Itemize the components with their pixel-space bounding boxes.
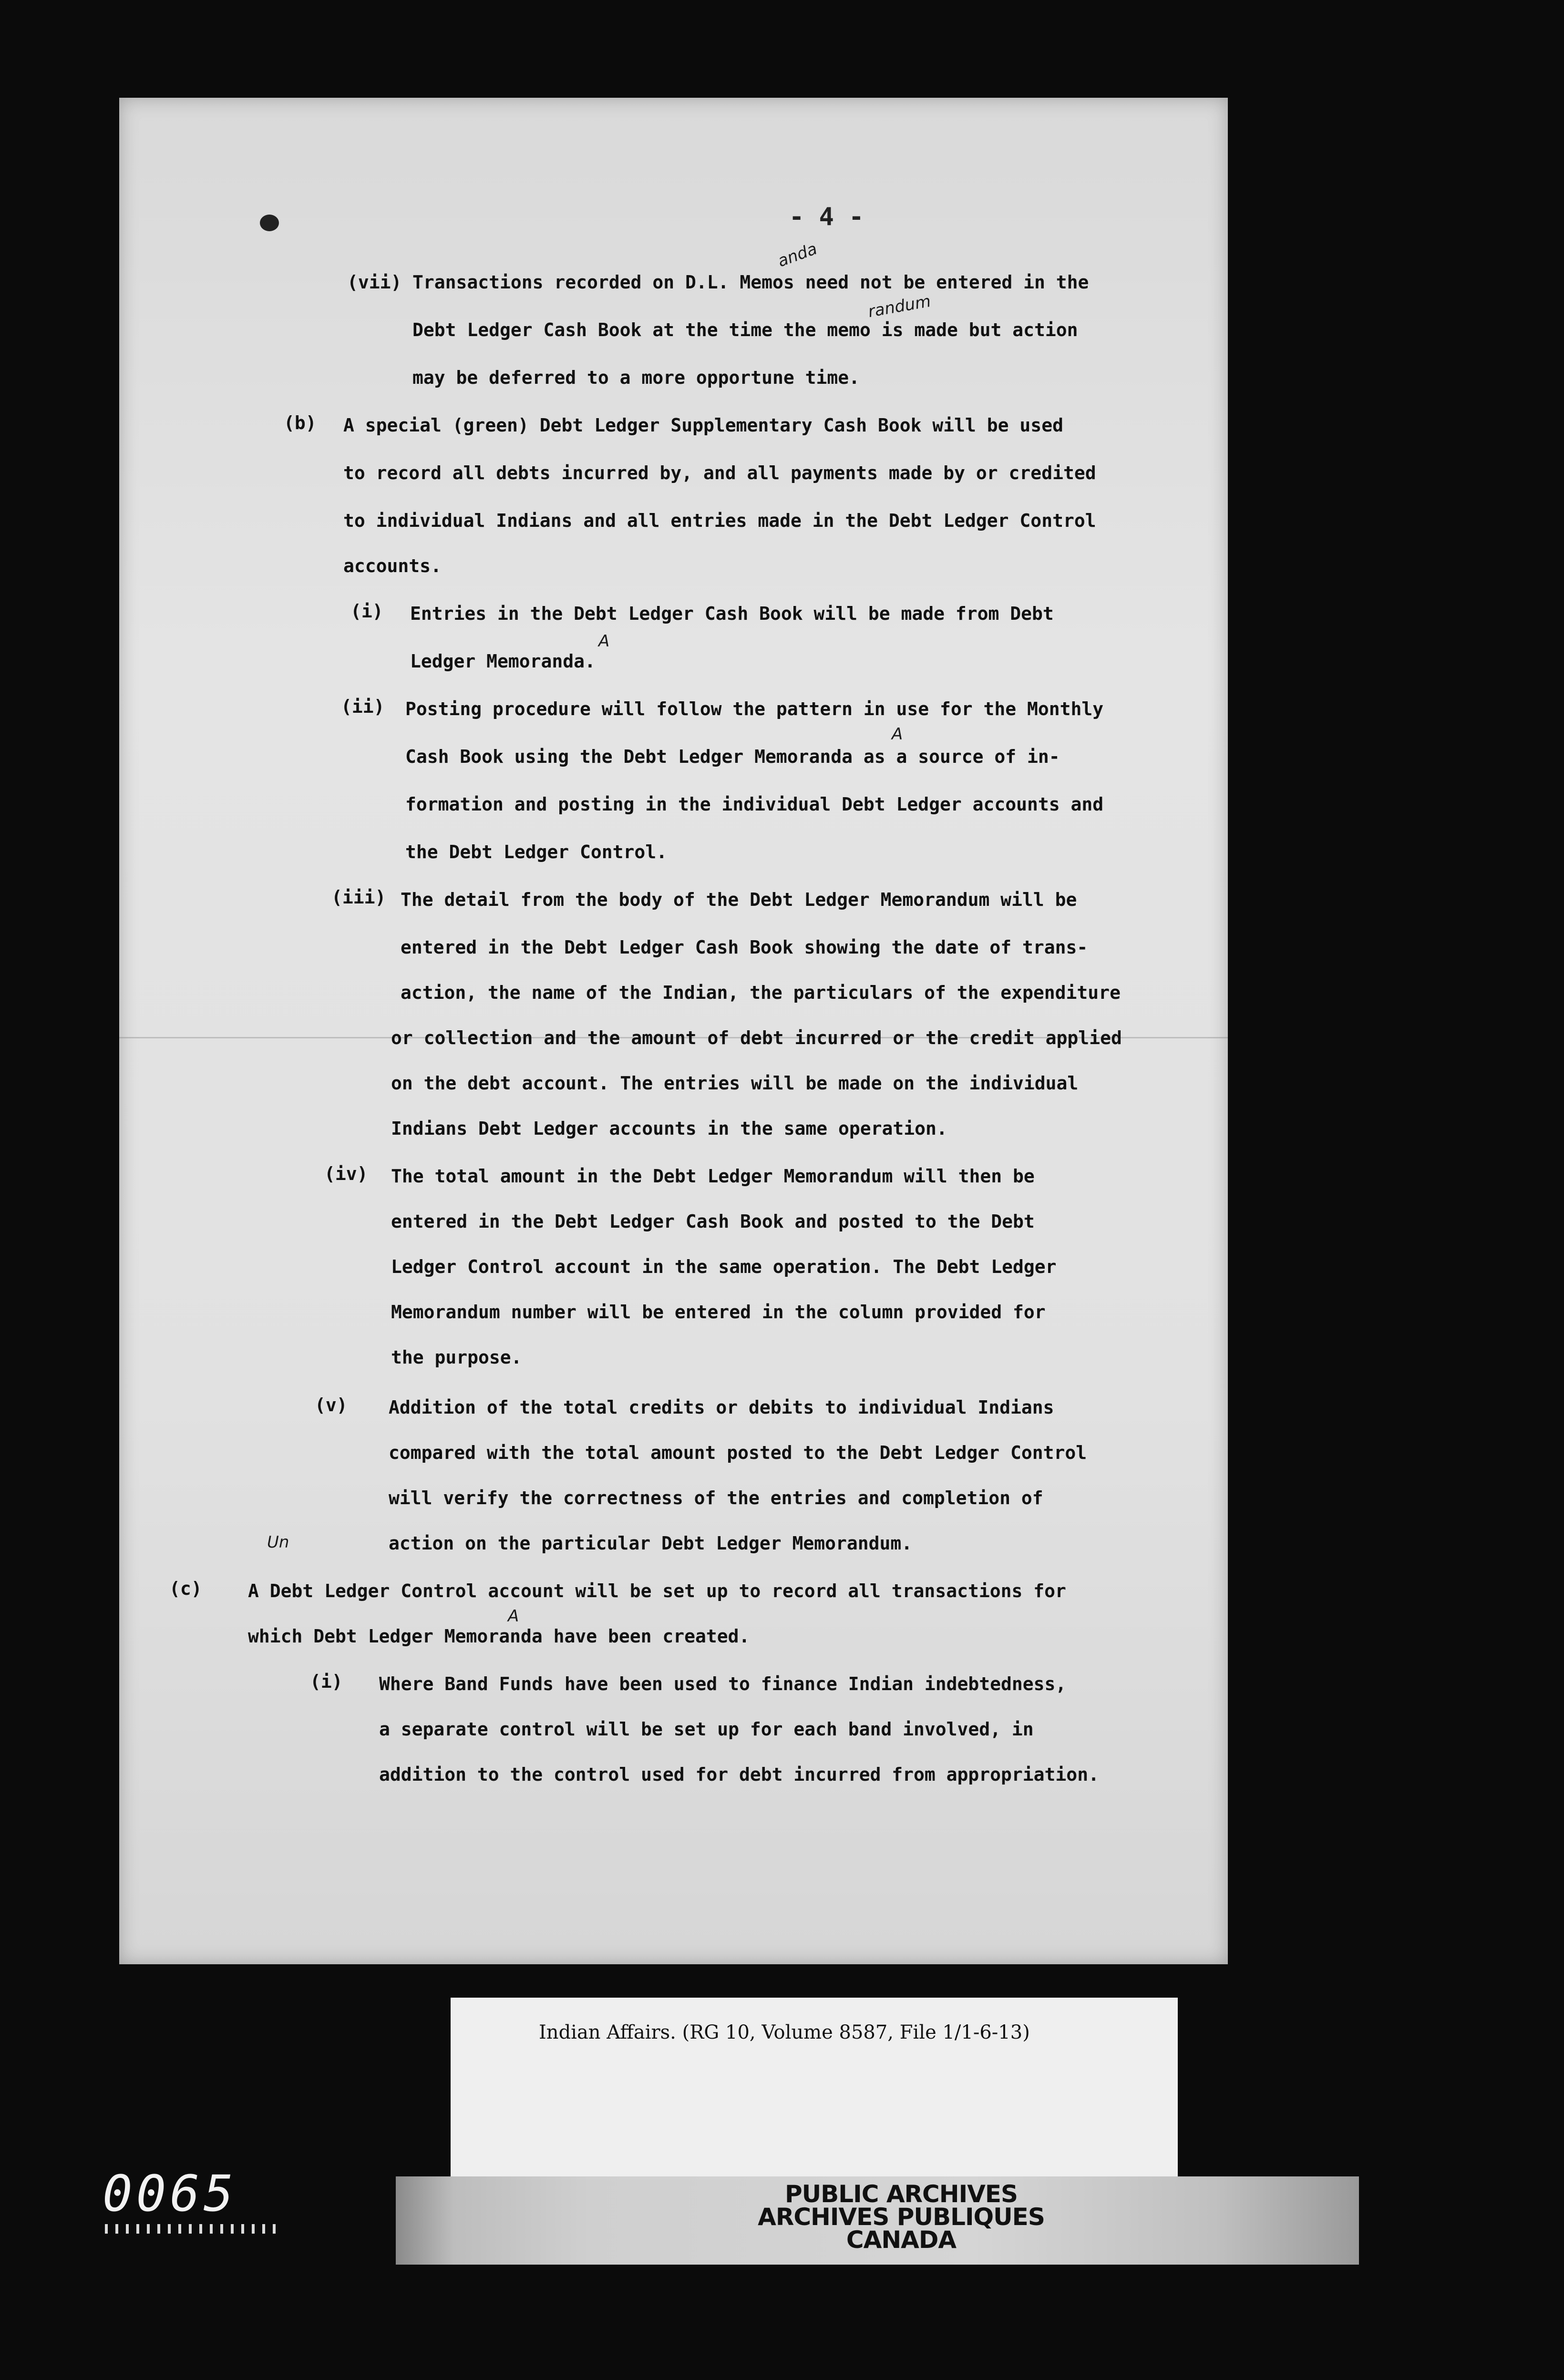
text-line: A Debt Ledger Control account will be set up to record all transactions for: [248, 1580, 1066, 1601]
text-line: the Debt Ledger Control.: [405, 841, 668, 862]
handwritten-annotation: A: [598, 632, 610, 651]
text-line: Ledger Memoranda.: [410, 651, 596, 672]
handwritten-annotation: Un: [267, 1533, 289, 1552]
item-label: (iii): [331, 887, 386, 908]
text-line: action, the name of the Indian, the particulars of the expenditure: [401, 982, 1121, 1003]
text-line: Entries in the Debt Ledger Cash Book will be made from Debt: [410, 603, 1054, 624]
archive-stamp-line: PUBLIC ARCHIVES: [784, 2180, 1018, 2208]
handwritten-annotation: A: [892, 725, 903, 744]
text-line: accounts.: [343, 555, 442, 576]
item-label: (i): [350, 601, 383, 622]
item-label: (c): [169, 1578, 202, 1599]
ink-blot: [260, 215, 279, 231]
handwritten-annotation: A: [508, 1607, 519, 1626]
text-line: which Debt Ledger Memoranda have been created.: [248, 1626, 750, 1647]
text-line: Cash Book using the Debt Ledger Memoranda as a source of in-: [405, 746, 1060, 767]
citation-main: Indian Affairs.: [539, 2021, 676, 2043]
item-label: (ii): [341, 696, 385, 717]
archive-stamp-line: CANADA: [846, 2226, 957, 2254]
document-page: [119, 98, 1228, 1964]
citation-text: [539, 2021, 1030, 2043]
handwritten-annotation: randum: [866, 291, 933, 322]
text-line: action on the particular Debt Ledger Memorandum.: [389, 1533, 913, 1554]
page-number: - 4 -: [789, 203, 864, 231]
archive-stamp: [701, 2180, 1101, 2254]
citation-reference: (RG 10, Volume 8587, File 1/1-6-13): [682, 2021, 1030, 2043]
archive-citation-card: [451, 1998, 1178, 2198]
text-line: will verify the correctness of the entries and completion of: [389, 1488, 1043, 1508]
text-line: Debt Ledger Cash Book at the time the memo is made but action: [412, 319, 1078, 340]
text-line: formation and posting in the individual Debt Ledger accounts and: [405, 794, 1104, 815]
text-line: to individual Indians and all entries made in the Debt Ledger Control: [343, 510, 1096, 531]
handwritten-annotation: anda: [775, 239, 820, 271]
text-line: a separate control will be set up for each band involved, in: [379, 1719, 1034, 1740]
text-line: Where Band Funds have been used to finance Indian indebtedness,: [379, 1673, 1067, 1694]
text-line: entered in the Debt Ledger Cash Book and posted to the Debt: [391, 1211, 1035, 1232]
archive-stamp-line: ARCHIVES PUBLIQUES: [758, 2203, 1045, 2231]
film-ticks: [105, 2224, 277, 2234]
text-line: A special (green) Debt Ledger Supplementary Cash Book will be used: [343, 415, 1063, 436]
item-label: (b): [284, 412, 317, 433]
text-line: compared with the total amount posted to the Debt Ledger Control: [389, 1442, 1087, 1463]
text-line: Memorandum number will be entered in the column provided for: [391, 1302, 1046, 1323]
item-label: (iv): [324, 1163, 368, 1184]
text-line: Addition of the total credits or debits to individual Indians: [389, 1397, 1054, 1418]
text-line: to record all debts incurred by, and all payments made by or credited: [343, 462, 1096, 483]
frame-number: 0065: [103, 2165, 237, 2223]
text-line: on the debt account. The entries will be made on the individual: [391, 1073, 1079, 1094]
text-line: the purpose.: [391, 1347, 522, 1368]
item-label: (vii): [347, 272, 402, 293]
text-line: Posting procedure will follow the pattern in use for the Monthly: [405, 698, 1104, 719]
text-line: Transactions recorded on D.L. Memos need not be entered in the: [412, 272, 1089, 293]
text-line: Indians Debt Ledger accounts in the same operation.: [391, 1118, 947, 1139]
item-label: (v): [315, 1395, 348, 1416]
text-line: The total amount in the Debt Ledger Memorandum will then be: [391, 1166, 1035, 1187]
text-line: may be deferred to a more opportune time.: [412, 367, 860, 388]
text-line: entered in the Debt Ledger Cash Book showing the date of trans-: [401, 937, 1088, 958]
item-label: (i): [310, 1671, 343, 1692]
text-line: Ledger Control account in the same operation. The Debt Ledger: [391, 1256, 1057, 1277]
text-line: or collection and the amount of debt incurred or the credit applied: [391, 1027, 1122, 1048]
text-line: The detail from the body of the Debt Ledger Memorandum will be: [401, 889, 1077, 910]
text-line: addition to the control used for debt incurred from appropriation.: [379, 1764, 1099, 1785]
